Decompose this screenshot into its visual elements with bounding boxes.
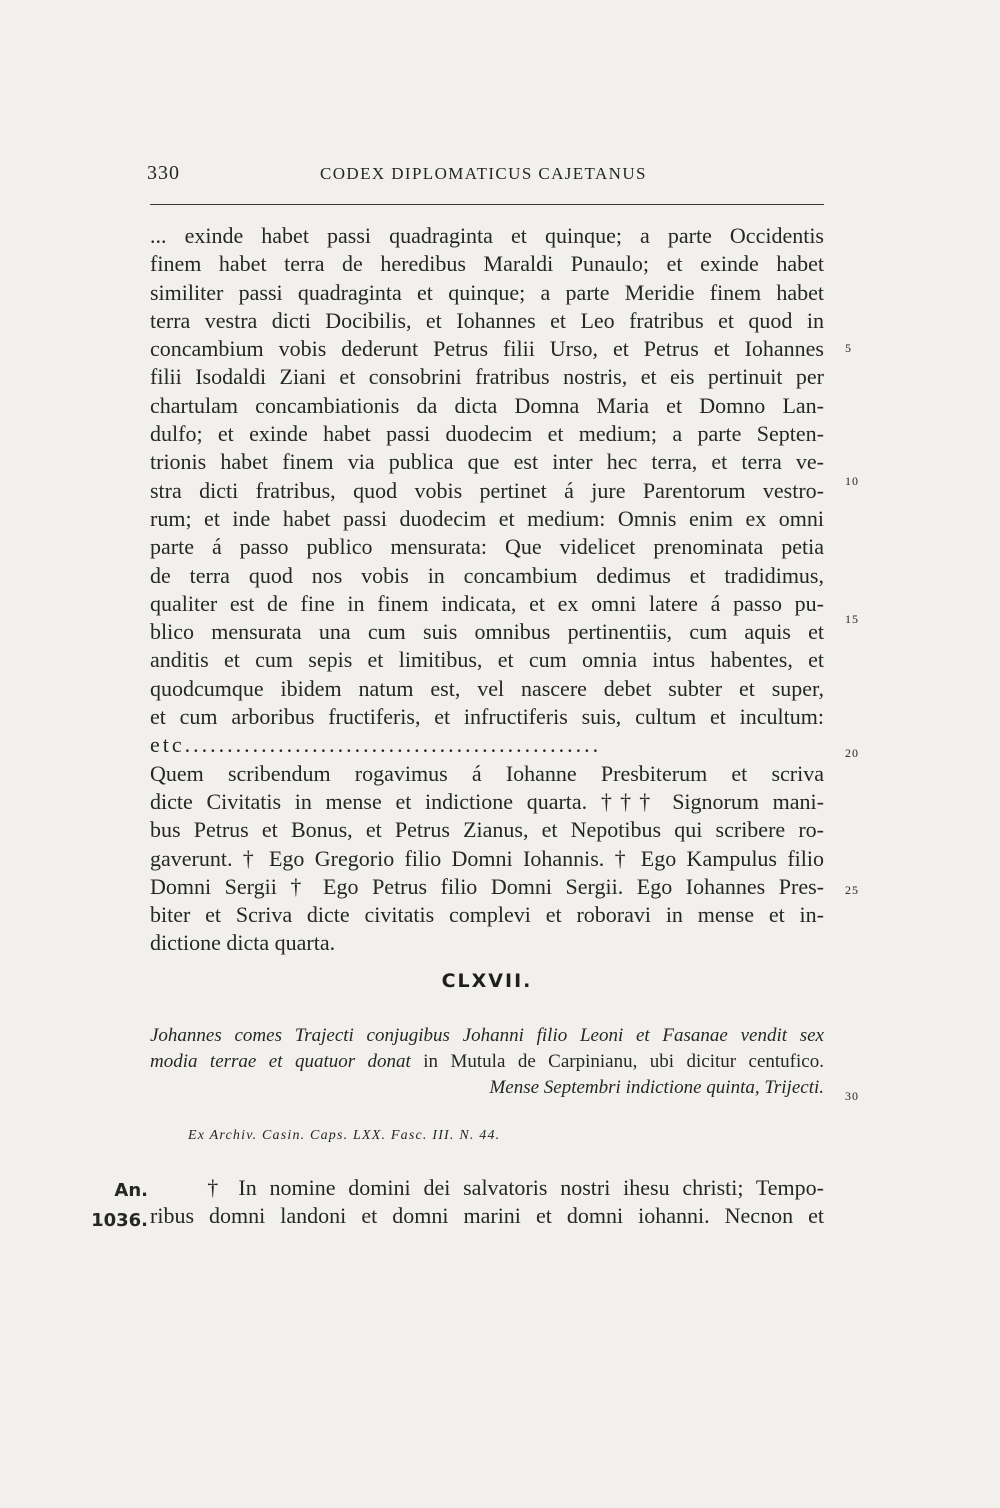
summary-italic: Johannes comes Trajecti conjugibus Johanni filio Leoni et Fasanae vendit sex [150, 1025, 824, 1046]
text-line: parte á passo publico mensurata: Que videlicet prenominata petia [150, 534, 824, 560]
summary-roman: in Mutula de Carpinianu, ubi dicitur centufico. [410, 1051, 824, 1072]
text-line: quodcumque ibidem natum est, vel nascere debet subter et super, [150, 675, 824, 701]
document-summary [150, 1023, 824, 1101]
text-line: gaverunt. † Ego Gregorio filio Domni Iohannis. † Ego Kampulus filio [150, 845, 824, 871]
running-title: CODEX DIPLOMATICUS CAJETANUS [320, 164, 647, 183]
text-line: ... exinde habet passi quadraginta et quinque; a parte Occidentis [150, 223, 824, 248]
text-line: chartulam concambiationis da dicta Domna Maria et Domno Lan- [150, 392, 824, 418]
year-margin-label [78, 1176, 148, 1236]
text-line: Quem scribendum rogavimus á Iohanne Presbiterum et scriva [150, 760, 824, 786]
document-number: CLXVII. [441, 970, 533, 992]
page-header [147, 162, 823, 192]
year-label-an: An. [114, 1180, 148, 1201]
text-line: dicte Civitatis in mense et indictione quarta. ††† Signorum mani- [150, 788, 824, 814]
summary-italic: modia terrae et quatuor donat [150, 1051, 411, 1072]
text-line: anditis et cum sepis et limitibus, et cum omnia intus habentes, et [150, 647, 824, 673]
text-line: et cum arboribus fructiferis, et infructiferis suis, cultum et incultum: [150, 704, 824, 730]
text-line: de terra quod nos vobis in concambium dedimus et tradidimus, [150, 562, 824, 588]
summary-date-line [150, 1075, 824, 1101]
summary-line [150, 1049, 824, 1075]
text-line: dictione dicta quarta. [150, 930, 336, 956]
summary-date: Mense Septembri indictione quinta, Trijecti. [489, 1077, 824, 1098]
ellipsis-line: etc................................................. [150, 732, 602, 758]
text-line: filii Isodaldi Ziani et consobrini fratribus nostris, et eis pertinuit per [150, 364, 824, 390]
year-label-number: 1036. [91, 1210, 148, 1231]
header-rule [150, 204, 824, 205]
line-number: 25 [845, 883, 859, 897]
text-line [150, 1174, 824, 1202]
text-line: qualiter est de fine in finem indicata, et ex omni latere á passo pu- [150, 590, 824, 616]
text-line: bus Petrus et Bonus, et Petrus Zianus, et Nepotibus qui scribere ro- [150, 817, 824, 843]
line-number: 20 [845, 746, 859, 760]
text-line: similiter passi quadraginta et quinque; a parte Meridie finem habet [150, 279, 824, 305]
line-number: 10 [845, 474, 859, 488]
summary-line [150, 1023, 824, 1049]
text-line: concambium vobis dederunt Petrus filii Urso, et Petrus et Iohannes [150, 336, 824, 362]
text-line: rum; et inde habet passi duodecim et medium: Omnis enim ex omni [150, 505, 824, 531]
text-line: trionis habet finem via publica que est inter hec terra, et terra ve- [150, 449, 824, 475]
text-line-content: † In nomine domini dei salvatoris nostri ihesu christi; Tempo- [200, 1175, 824, 1200]
text-line: terra vestra dicti Docibilis, et Iohannes et Leo fratribus et quod in [150, 307, 824, 333]
text-line: dulfo; et exinde habet passi duodecim et medium; a parte Septen- [150, 421, 824, 447]
text-line: blico mensurata una cum suis omnibus pertinentiis, cum aquis et [150, 619, 824, 645]
text-line: stra dicti fratribus, quod vobis pertinet á jure Parentorum vestro- [150, 477, 824, 503]
text-line: Domni Sergii † Ego Petrus filio Domni Sergii. Ego Iohannes Pres- [150, 873, 824, 899]
page-number: 330 [147, 162, 180, 184]
line-number: 30 [845, 1089, 859, 1103]
document-text [150, 1174, 824, 1231]
charter-text [150, 222, 824, 958]
text-line: finem habet terra de heredibus Maraldi Punaulo; et exinde habet [150, 251, 824, 277]
line-number: 5 [845, 341, 852, 355]
line-number: 15 [845, 612, 859, 626]
text-line: ribus domni landoni et domni marini et domni iohanni. Necnon et [150, 1203, 824, 1229]
archive-source: Ex Archiv. Casin. Caps. LXX. Fasc. III. N. 44. [188, 1128, 501, 1143]
text-line: biter et Scriva dicte civitatis complevi et roboravi in mense et in- [150, 902, 824, 928]
